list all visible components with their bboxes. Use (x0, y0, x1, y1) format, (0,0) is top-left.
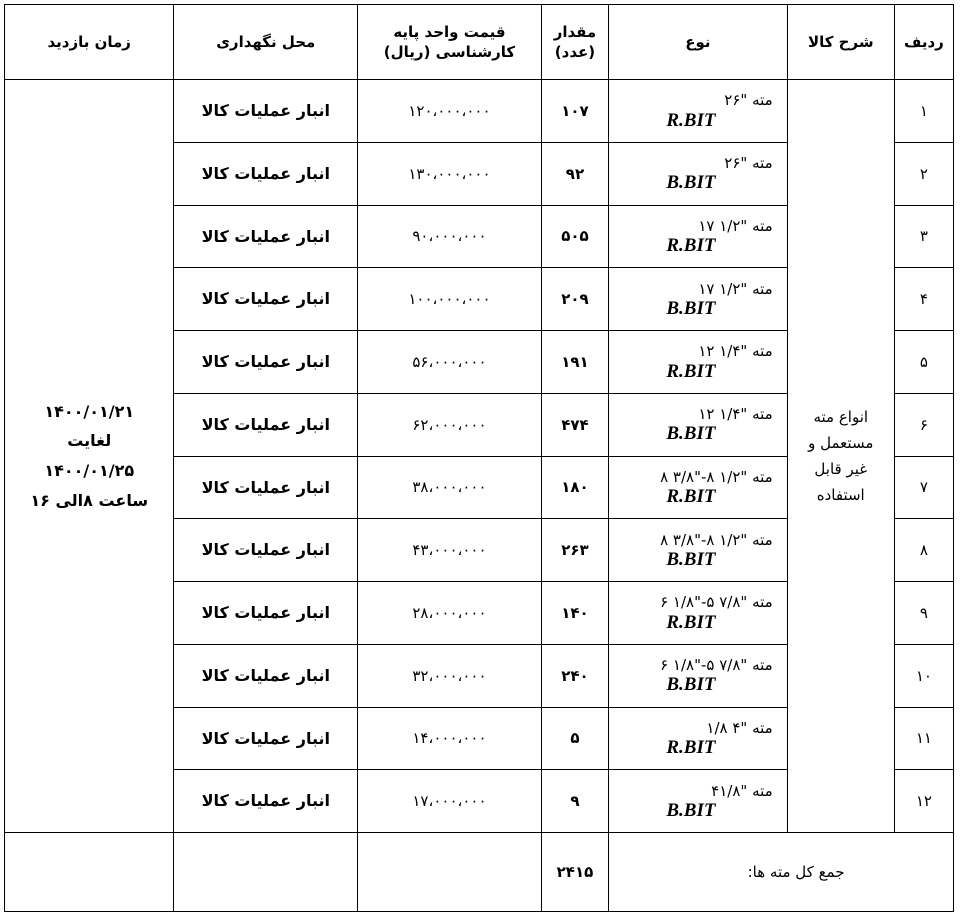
bit-size: مته "۱/۴ ۱۲ (698, 405, 773, 424)
bit-size: مته "۷/۸ ۵-"۱/۸ ۶ (660, 593, 773, 612)
bit-kind: B.BIT (666, 674, 716, 696)
storage-location: انبار عملیات کالا (174, 331, 358, 394)
row-number: ۱۰ (894, 644, 953, 707)
quantity: ۵ (541, 707, 608, 770)
header-visit: زمان بازدید (5, 5, 174, 80)
row-number: ۴ (894, 268, 953, 331)
row-number: ۱۲ (894, 770, 953, 833)
unit-price: ۹۰،۰۰۰،۰۰۰ (358, 205, 542, 268)
bit-type (609, 707, 788, 770)
unit-price: ۵۶،۰۰۰،۰۰۰ (358, 331, 542, 394)
bit-size: مته "۱/۴ ۱۲ (698, 342, 773, 361)
bit-kind: R.BIT (666, 486, 716, 508)
quantity: ۲۰۹ (541, 268, 608, 331)
bit-kind: R.BIT (666, 109, 716, 131)
empty-price-cell (358, 833, 542, 912)
bit-type (609, 582, 788, 645)
visit-time: ۱۴۰۰/۰۱/۲۱ لغایت ۱۴۰۰/۰۱/۲۵ ساعت ۸الی ۱۶ (5, 80, 174, 833)
unit-price: ۳۸،۰۰۰،۰۰۰ (358, 456, 542, 519)
quantity: ۹ (541, 770, 608, 833)
unit-price: ۲۸،۰۰۰،۰۰۰ (358, 582, 542, 645)
bit-type (609, 268, 788, 331)
row-number: ۷ (894, 456, 953, 519)
table-row (5, 80, 954, 143)
bit-size: مته "۲۶ (724, 154, 773, 173)
total-row (5, 833, 954, 912)
storage-location: انبار عملیات کالا (174, 707, 358, 770)
header-row-no: ردیف (894, 5, 953, 80)
unit-price: ۴۳،۰۰۰،۰۰۰ (358, 519, 542, 582)
row-number: ۲ (894, 142, 953, 205)
bit-kind: R.BIT (666, 737, 716, 759)
storage-location: انبار عملیات کالا (174, 268, 358, 331)
storage-location: انبار عملیات کالا (174, 393, 358, 456)
unit-price: ۱۳۰،۰۰۰،۰۰۰ (358, 142, 542, 205)
header-description: شرح کالا (787, 5, 894, 80)
bit-type (609, 770, 788, 833)
storage-location: انبار عملیات کالا (174, 519, 358, 582)
bit-size: مته "۱/۲ ۱۷ (698, 279, 773, 298)
quantity: ۴۷۴ (541, 393, 608, 456)
row-number: ۸ (894, 519, 953, 582)
unit-price: ۱۰۰،۰۰۰،۰۰۰ (358, 268, 542, 331)
total-label: جمع کل مته ها: (609, 833, 954, 912)
bit-type (609, 456, 788, 519)
bit-type (609, 393, 788, 456)
row-number: ۱ (894, 80, 953, 143)
row-number: ۵ (894, 331, 953, 394)
bit-type (609, 519, 788, 582)
unit-price: ۱۴،۰۰۰،۰۰۰ (358, 707, 542, 770)
bit-type (609, 644, 788, 707)
storage-location: انبار عملیات کالا (174, 770, 358, 833)
bit-kind: B.BIT (666, 172, 716, 194)
unit-price: ۱۷،۰۰۰،۰۰۰ (358, 770, 542, 833)
bit-kind: R.BIT (666, 235, 716, 257)
total-quantity: ۲۴۱۵ (541, 833, 608, 912)
row-number: ۱۱ (894, 707, 953, 770)
bit-kind: B.BIT (666, 799, 716, 821)
bit-type (609, 331, 788, 394)
row-number: ۳ (894, 205, 953, 268)
bit-type (609, 142, 788, 205)
unit-price: ۶۲،۰۰۰،۰۰۰ (358, 393, 542, 456)
storage-location: انبار عملیات کالا (174, 456, 358, 519)
header-type: نوع (609, 5, 788, 80)
empty-storage-cell (174, 833, 358, 912)
bit-size: مته "۴ ۱/۸ (706, 718, 773, 737)
bit-size: مته "۲۶ (724, 91, 773, 110)
header-storage: محل نگهداری (174, 5, 358, 80)
storage-location: انبار عملیات کالا (174, 582, 358, 645)
quantity: ۹۲ (541, 142, 608, 205)
empty-visit-cell (5, 833, 174, 912)
quantity: ۲۶۳ (541, 519, 608, 582)
goods-description: انواع مته مستعمل و غیر قابل استفاده (787, 80, 894, 833)
bit-type (609, 205, 788, 268)
bit-type (609, 80, 788, 143)
bit-size: مته "۱/۲ ۱۷ (698, 216, 773, 235)
bit-size: مته "۴۱/۸ (711, 781, 773, 800)
bits-table (4, 4, 954, 912)
unit-price: ۱۲۰،۰۰۰،۰۰۰ (358, 80, 542, 143)
bit-kind: B.BIT (666, 548, 716, 570)
quantity: ۵۰۵ (541, 205, 608, 268)
quantity: ۱۰۷ (541, 80, 608, 143)
storage-location: انبار عملیات کالا (174, 205, 358, 268)
bit-kind: B.BIT (666, 297, 716, 319)
storage-location: انبار عملیات کالا (174, 80, 358, 143)
quantity: ۱۴۰ (541, 582, 608, 645)
storage-location: انبار عملیات کالا (174, 644, 358, 707)
table-body (5, 80, 954, 912)
row-number: ۶ (894, 393, 953, 456)
storage-location: انبار عملیات کالا (174, 142, 358, 205)
quantity: ۱۹۱ (541, 331, 608, 394)
bit-kind: B.BIT (666, 423, 716, 445)
bit-kind: R.BIT (666, 360, 716, 382)
quantity: ۱۸۰ (541, 456, 608, 519)
bit-size: مته "۷/۸ ۵-"۱/۸ ۶ (660, 656, 773, 675)
bit-kind: R.BIT (666, 611, 716, 633)
unit-price: ۳۲،۰۰۰،۰۰۰ (358, 644, 542, 707)
row-number: ۹ (894, 582, 953, 645)
bit-size: مته "۱/۲ ۸-"۳/۸ ۸ (660, 530, 773, 549)
header-price: قیمت واحد پایه کارشناسی (ریال) (358, 5, 542, 80)
header-quantity: مقدار (عدد) (541, 5, 608, 80)
bit-size: مته "۱/۲ ۸-"۳/۸ ۸ (660, 467, 773, 486)
quantity: ۲۴۰ (541, 644, 608, 707)
header-row (5, 5, 954, 80)
